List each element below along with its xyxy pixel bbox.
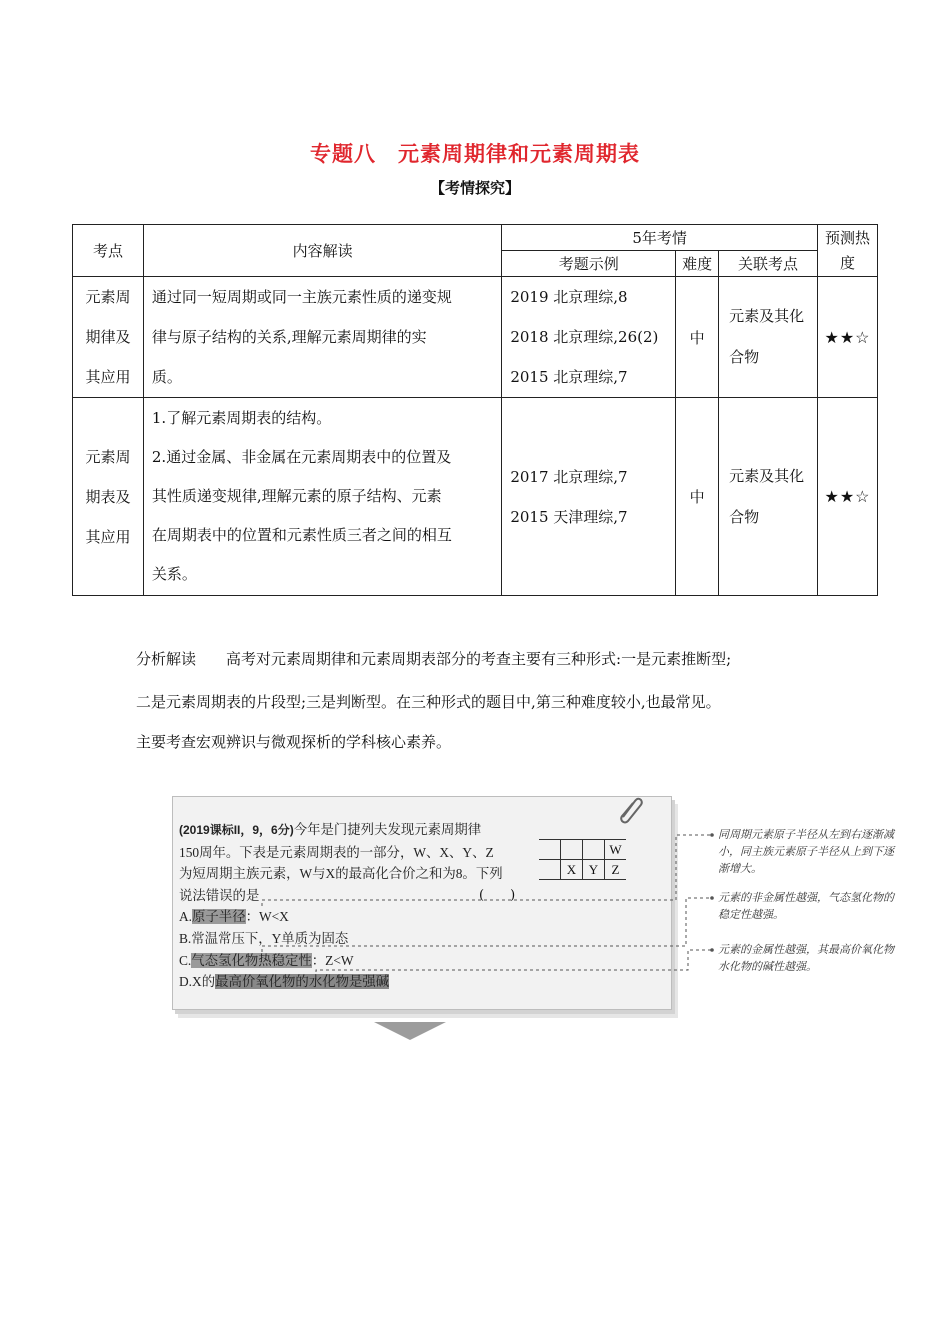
example-line: 2017 北京理综,7 xyxy=(510,467,628,486)
topic-line: 期表及 xyxy=(85,487,131,506)
example-line: 2015 北京理综,7 xyxy=(510,368,628,386)
topic-line: 元素周 xyxy=(85,288,131,306)
connector-dot xyxy=(710,896,714,900)
page-title: 专题八 元素周期律和元素周期表 xyxy=(310,141,640,166)
annotation-note-radius xyxy=(718,826,928,877)
header-five-year: 5年考情 xyxy=(502,225,818,251)
option-prefix: A. xyxy=(179,909,193,925)
option-prefix: C. xyxy=(179,952,192,968)
forecast-stars: ★★☆ xyxy=(817,277,877,398)
analysis-line: 主要考查宏观辨识与微观探析的学科核心素养。 xyxy=(136,733,452,751)
option-b: B.常温常压下，Y单质为固态 xyxy=(179,930,349,946)
connector-atomic-radius xyxy=(262,835,712,906)
topic-line: 其应用 xyxy=(85,368,131,386)
content-line: 质。 xyxy=(151,368,182,386)
periodic-cell-w: W xyxy=(609,841,622,857)
question-stem: 今年是门捷列夫发现元素周期律 xyxy=(293,822,482,837)
option-text: ：W<X xyxy=(245,909,289,925)
question-stem-line: 150周年。下表是元素周期表的一部分，W、X、Y、Z xyxy=(179,844,494,860)
analysis-line: 二是元素周期表的片段型;三是判断型。在三种形式的题目中,第三种难度较小,也最常见。 xyxy=(136,693,721,711)
related-line: 合物 xyxy=(729,348,760,366)
connector-dot xyxy=(710,948,714,952)
note-line: 小，同主族元素原子半径从上到下逐 xyxy=(718,845,894,858)
content-line: 关系。 xyxy=(151,565,197,583)
topic-line: 其应用 xyxy=(85,527,131,546)
header-difficulty: 难度 xyxy=(676,251,719,277)
highlight-hydroxide-base: 最高价氧化物的水化物是强碱 xyxy=(215,974,390,990)
connector-hydride-stability xyxy=(262,898,712,952)
note-line: 稳定性越强。 xyxy=(718,908,784,921)
answer-parentheses: ( ) xyxy=(479,888,516,903)
header-content: 内容解读 xyxy=(143,225,501,277)
example-line: 2018 北京理综,26(2) xyxy=(510,328,659,346)
question-source: (2019课标II，9，6分) xyxy=(179,823,294,837)
analysis-label: 分析解读 xyxy=(136,650,197,668)
topic-line: 元素周 xyxy=(85,447,131,466)
difficulty-cell: 中 xyxy=(676,398,719,596)
connector-hydroxide-base xyxy=(316,950,712,978)
related-line: 元素及其化 xyxy=(729,307,805,325)
header-example: 考题示例 xyxy=(502,251,676,277)
down-arrow-icon xyxy=(374,1022,446,1040)
header-kaodian: 考点 xyxy=(73,225,144,277)
difficulty-cell: 中 xyxy=(676,277,719,398)
section-heading-exam-analysis: 【考情探究】 xyxy=(429,179,520,197)
content-line: 律与原子结构的关系,理解元素周期律的实 xyxy=(151,328,427,346)
related-line: 元素及其化 xyxy=(729,466,805,485)
periodic-cell-x: X xyxy=(561,860,583,880)
annotation-note-metal xyxy=(718,941,928,975)
forecast-stars: ★★☆ xyxy=(817,398,877,596)
note-line: 水化物的碱性越强。 xyxy=(718,960,817,973)
connector-dot xyxy=(710,833,714,837)
highlight-atomic-radius: 原子半径 xyxy=(192,909,246,925)
content-line: 2.通过金属、非金属在元素周期表中的位置及 xyxy=(151,448,452,466)
periodic-cell-y: Y xyxy=(583,860,605,880)
note-line: 元素的金属性越强，其最高价氧化物 xyxy=(718,943,894,956)
content-line: 1.了解元素周期表的结构。 xyxy=(151,409,332,427)
header-related: 关联考点 xyxy=(719,251,818,277)
question-stem-line: 为短周期主族元素，W与X的最高化合价之和为8。下列 xyxy=(179,866,503,882)
example-line: 2019 北京理综,8 xyxy=(510,288,628,306)
content-line: 通过同一短周期或同一主族元素性质的递变规 xyxy=(151,288,452,306)
related-line: 合物 xyxy=(729,507,760,526)
question-stem-line: 说法错误的是 xyxy=(179,887,260,903)
analysis-text: 高考对元素周期律和元素周期表部分的考查主要有三种形式:一是元素推断型; xyxy=(226,650,732,668)
option-text: ：Z<W xyxy=(311,952,354,968)
note-line: 渐增大。 xyxy=(718,862,762,875)
annotation-note-nonmetal xyxy=(718,889,928,923)
option-prefix: D.X的 xyxy=(179,974,216,990)
highlight-hydride-stability: 气态氢化物热稳定性 xyxy=(191,952,312,968)
note-line: 同周期元素原子半径从左到右逐渐减 xyxy=(718,828,894,841)
note-line: 元素的非金属性越强，气态氢化物的 xyxy=(718,891,894,904)
header-forecast-line2: 度 xyxy=(839,253,855,272)
topic-line: 期律及 xyxy=(85,328,131,346)
example-line: 2015 天津理综,7 xyxy=(510,507,628,526)
header-forecast-line1: 预测热 xyxy=(824,228,870,247)
periodic-cell-z: Z xyxy=(611,861,620,877)
content-line: 在周期表中的位置和元素性质三者之间的相互 xyxy=(151,526,452,544)
content-line: 其性质递变规律,理解元素的原子结构、元素 xyxy=(151,487,442,505)
